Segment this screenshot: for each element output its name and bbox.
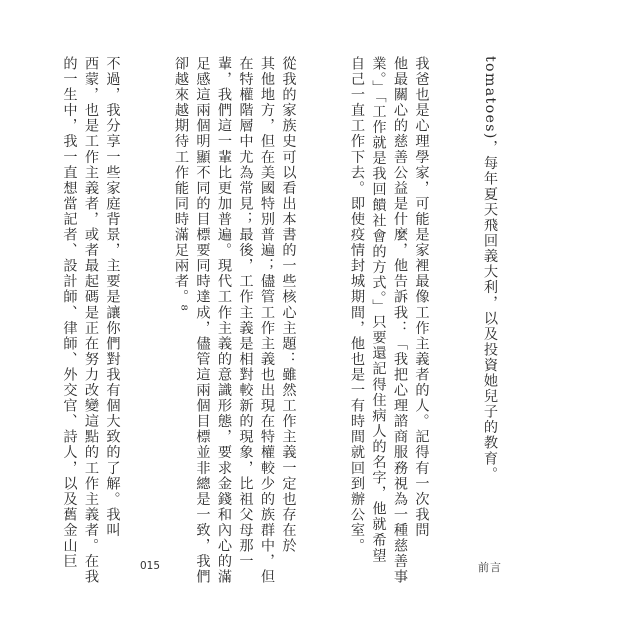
text-line: tomatoes)，每年夏天飛回義大利，以及投資她兒子的教育。 [482,56,498,482]
text-line: 的一生中，我一直想當記者、設計師、律師、外交官、詩人，以及舊金山巨 [61,56,78,570]
text-line: 足感這兩個明顯不同的目標要同時達成，儘管這兩個目標並非總是一致，我們 [194,56,211,585]
paragraph-father [346,56,460,585]
text-line: 在特權階層中尤為常見；最後，工作主義是相對較新的現象，比祖父母那一 [237,56,254,570]
paragraph-continued [479,56,501,526]
text-line: 他最關心的慈善公益是什麼，他告訴我：「我把心理諮商服務視為一種慈善事 [392,56,408,585]
text-line: 不過，我分享一些家庭背景，主要是讓你們對我有個大致的了解。我叫 [104,56,121,539]
text-line: 卻越來越期待工作能同時滿足兩者。⁸ [173,56,189,312]
text-line: 自己一直工作下去。即使疫情封城期間，他也是一有時間就回到辦公室。 [349,56,365,554]
text-line: 西蒙，也是工作主義者，或者最起碼是正在努力改變這點的工作主義者。在我 [83,56,99,585]
text-line: 其他地方，但在美國特別普遍；儘管工作主義也出現在特權較少的族群中，但 [259,56,275,585]
text-line: 我爸也是心理學家，可能是家裡最像工作主義者的人。記得有一次我問 [413,56,430,539]
text-line: 從我的家族史可以看出本書的一些核心主題：雖然工作主義一定也存在於 [280,56,297,554]
text-line: 輩，我們這一輩比更加普遍。現代工作主義的意識形態，要求金錢和內心的滿 [216,56,232,585]
paragraph-family-history [170,56,327,585]
page-number: 015 [140,560,161,572]
text-line: 業。」「工作就是我回饋社會的方式。」只要還記得住病人的名字，他就希望 [370,56,387,564]
running-header: 前言 [478,561,502,574]
